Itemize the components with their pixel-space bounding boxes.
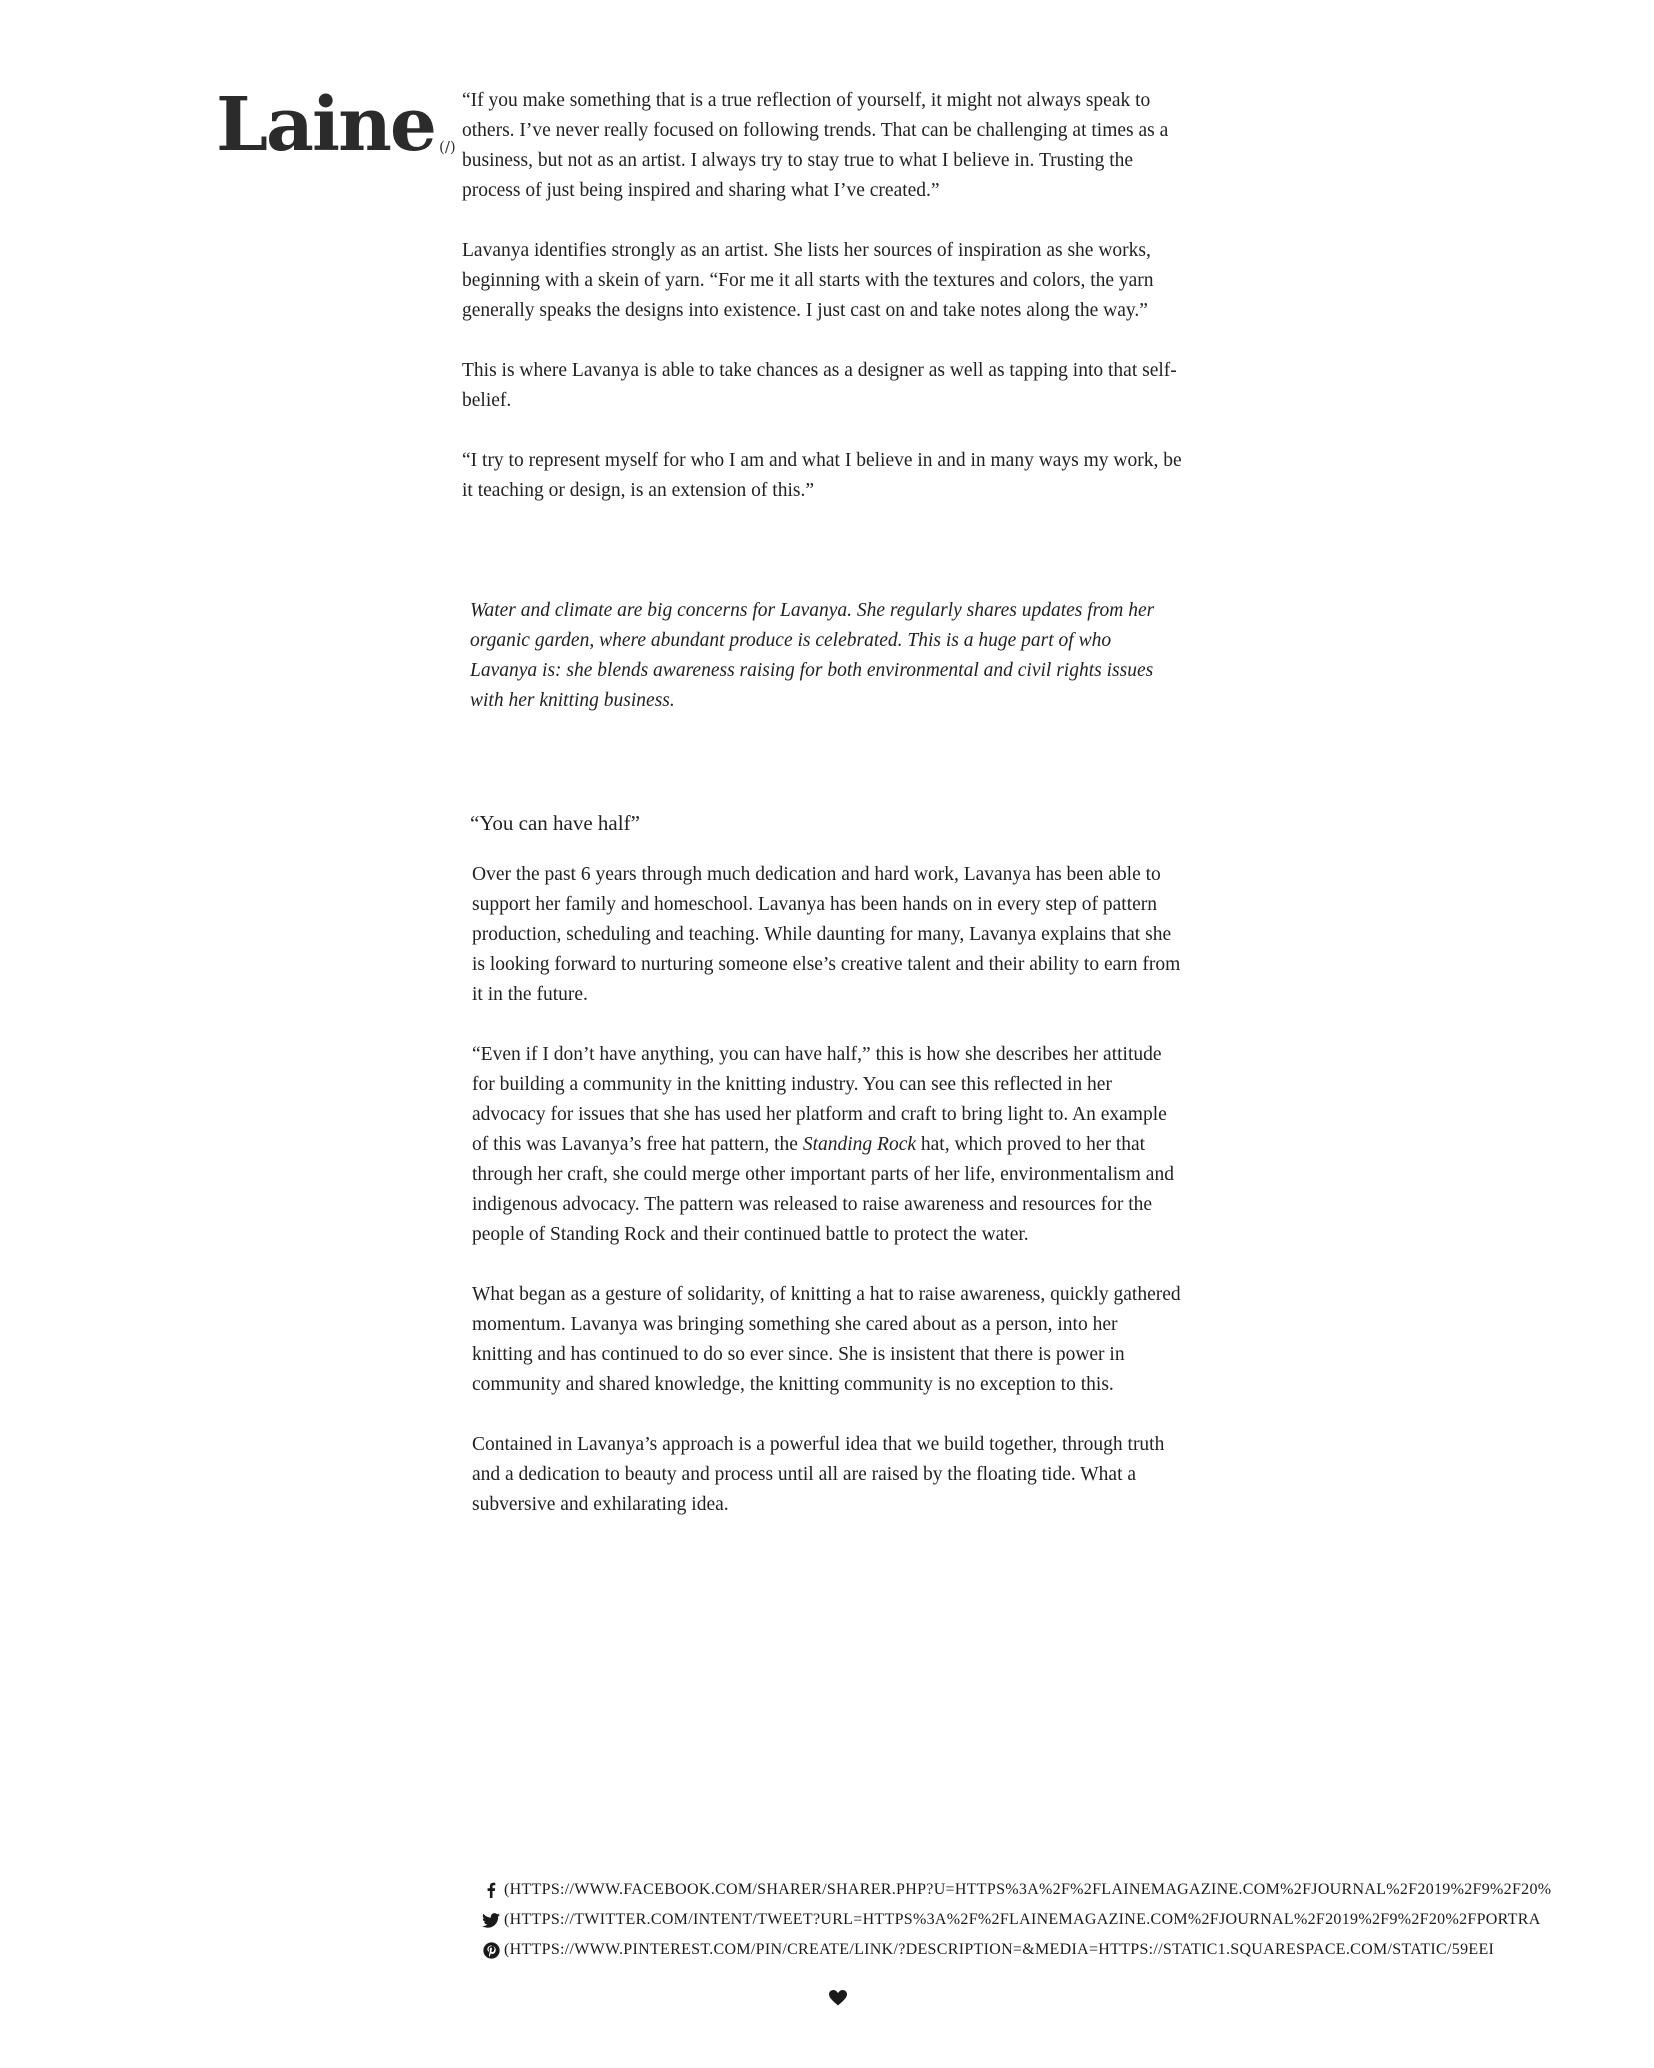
paragraph-chances: This is where Lavanya is able to take chances as a designer as well as tapping into that self-belief. (462, 360, 1177, 411)
site-logo-link[interactable] (216, 82, 456, 168)
paragraph-quote-represent: “I try to represent myself for who I am and what I believe in and in many ways my work, be it teaching or design, is an extension of this.” (462, 450, 1182, 501)
paragraph-half (472, 1040, 1182, 1250)
twitter-icon[interactable] (482, 1911, 500, 1929)
site-logo: Laine (216, 82, 435, 168)
paragraph-solidarity: What began as a gesture of solidarity, of knitting a hat to raise awareness, quickly gathered momentum. Lavanya was bringing something she cared about as a person, into her knitting and has continued to do so ever since. She is insistent that there is power in community and shared knowledge, the knitting community is no exception to this. (472, 1284, 1181, 1395)
share-pinterest-link[interactable]: (HTTPS://WWW.PINTEREST.COM/PIN/CREATE/LINK/?DESCRIPTION=&MEDIA=HTTPS://STATIC1.SQUARESPACE.COM/STATIC/59EEI (504, 1941, 1495, 1958)
image-caption: Water and climate are big concerns for Lavanya. She regularly shares updates from her organic garden, where abundant produce is celebrated. This is a huge part of who Lavanya is: she blends awareness raising for both environmental and civil rights issues with her knitting business. (470, 600, 1155, 711)
share-twitter-row (482, 1905, 1572, 1935)
paragraph-approach: Contained in Lavanya’s approach is a powerful idea that we build together, through truth and a dedication to beauty and process until all are raised by the floating tide. What a subversive and exhilarating idea. (472, 1434, 1165, 1515)
logo-link-text: (/) (438, 138, 456, 156)
paragraph-support: Over the past 6 years through much dedication and hard work, Lavanya has been able to support her family and homeschool. Lavanya has been hands on in every step of pattern production, scheduling and teaching. While daunting for many, Lavanya explains that she is looking forward to nurturing someone else’s creative talent and their ability to earn from it in the future. (472, 864, 1181, 1005)
share-facebook-link[interactable]: (HTTPS://WWW.FACEBOOK.COM/SHARER/SHARER.PHP?U=HTTPS%3A%2F%2FLAINEMAGAZINE.COM%2FJOURNAL%2F2019%2F9%2F20% (504, 1881, 1552, 1898)
article-body (462, 86, 1182, 1520)
heart-icon[interactable] (829, 1990, 847, 2006)
section-heading: “You can have half” (470, 811, 640, 835)
pinterest-icon[interactable] (482, 1941, 500, 1959)
paragraph-quote-reflection: “If you make something that is a true reflection of yourself, it might not always speak to others. I’ve never really focused on following trends. That can be challenging at times as a business, but not as an artist. I always try to stay true to what I believe in. Trusting the process of just being inspired and sharing what I’ve created.” (462, 90, 1169, 201)
share-pinterest-row (482, 1935, 1572, 1965)
share-links (482, 1875, 1572, 1965)
share-twitter-link[interactable]: (HTTPS://TWITTER.COM/INTENT/TWEET?URL=HTTPS%3A%2F%2FLAINEMAGAZINE.COM%2FJOURNAL%2F2019%2F9%2F20%2FPORTRA (504, 1911, 1541, 1928)
pattern-title: Standing Rock (802, 1134, 917, 1155)
paragraph-half-start: “Even if I don’t have anything, you can have half,” this is how she describes her attitude for building a community in the knitting industry. You can see this reflected in her advocacy for issues that she has used her platform and craft to bring light to. An example of this was Lavanya’s free hat pattern, the (472, 1044, 1167, 1155)
share-facebook-row (482, 1875, 1572, 1905)
paragraph-half-end: hat, which proved to her that through her craft, she could merge other important parts of her life, environmentalism and indigenous advocacy. The pattern was released to raise awareness and resources for the people of Standing Rock and their continued battle to protect the water. (472, 1134, 1174, 1245)
facebook-icon[interactable] (482, 1881, 500, 1899)
paragraph-inspiration: Lavanya identifies strongly as an artist. She lists her sources of inspiration as she works, beginning with a skein of yarn. “For me it all starts with the textures and colors, the yarn generally speaks the designs into existence. I just cast on and take notes along the way.” (462, 240, 1154, 321)
